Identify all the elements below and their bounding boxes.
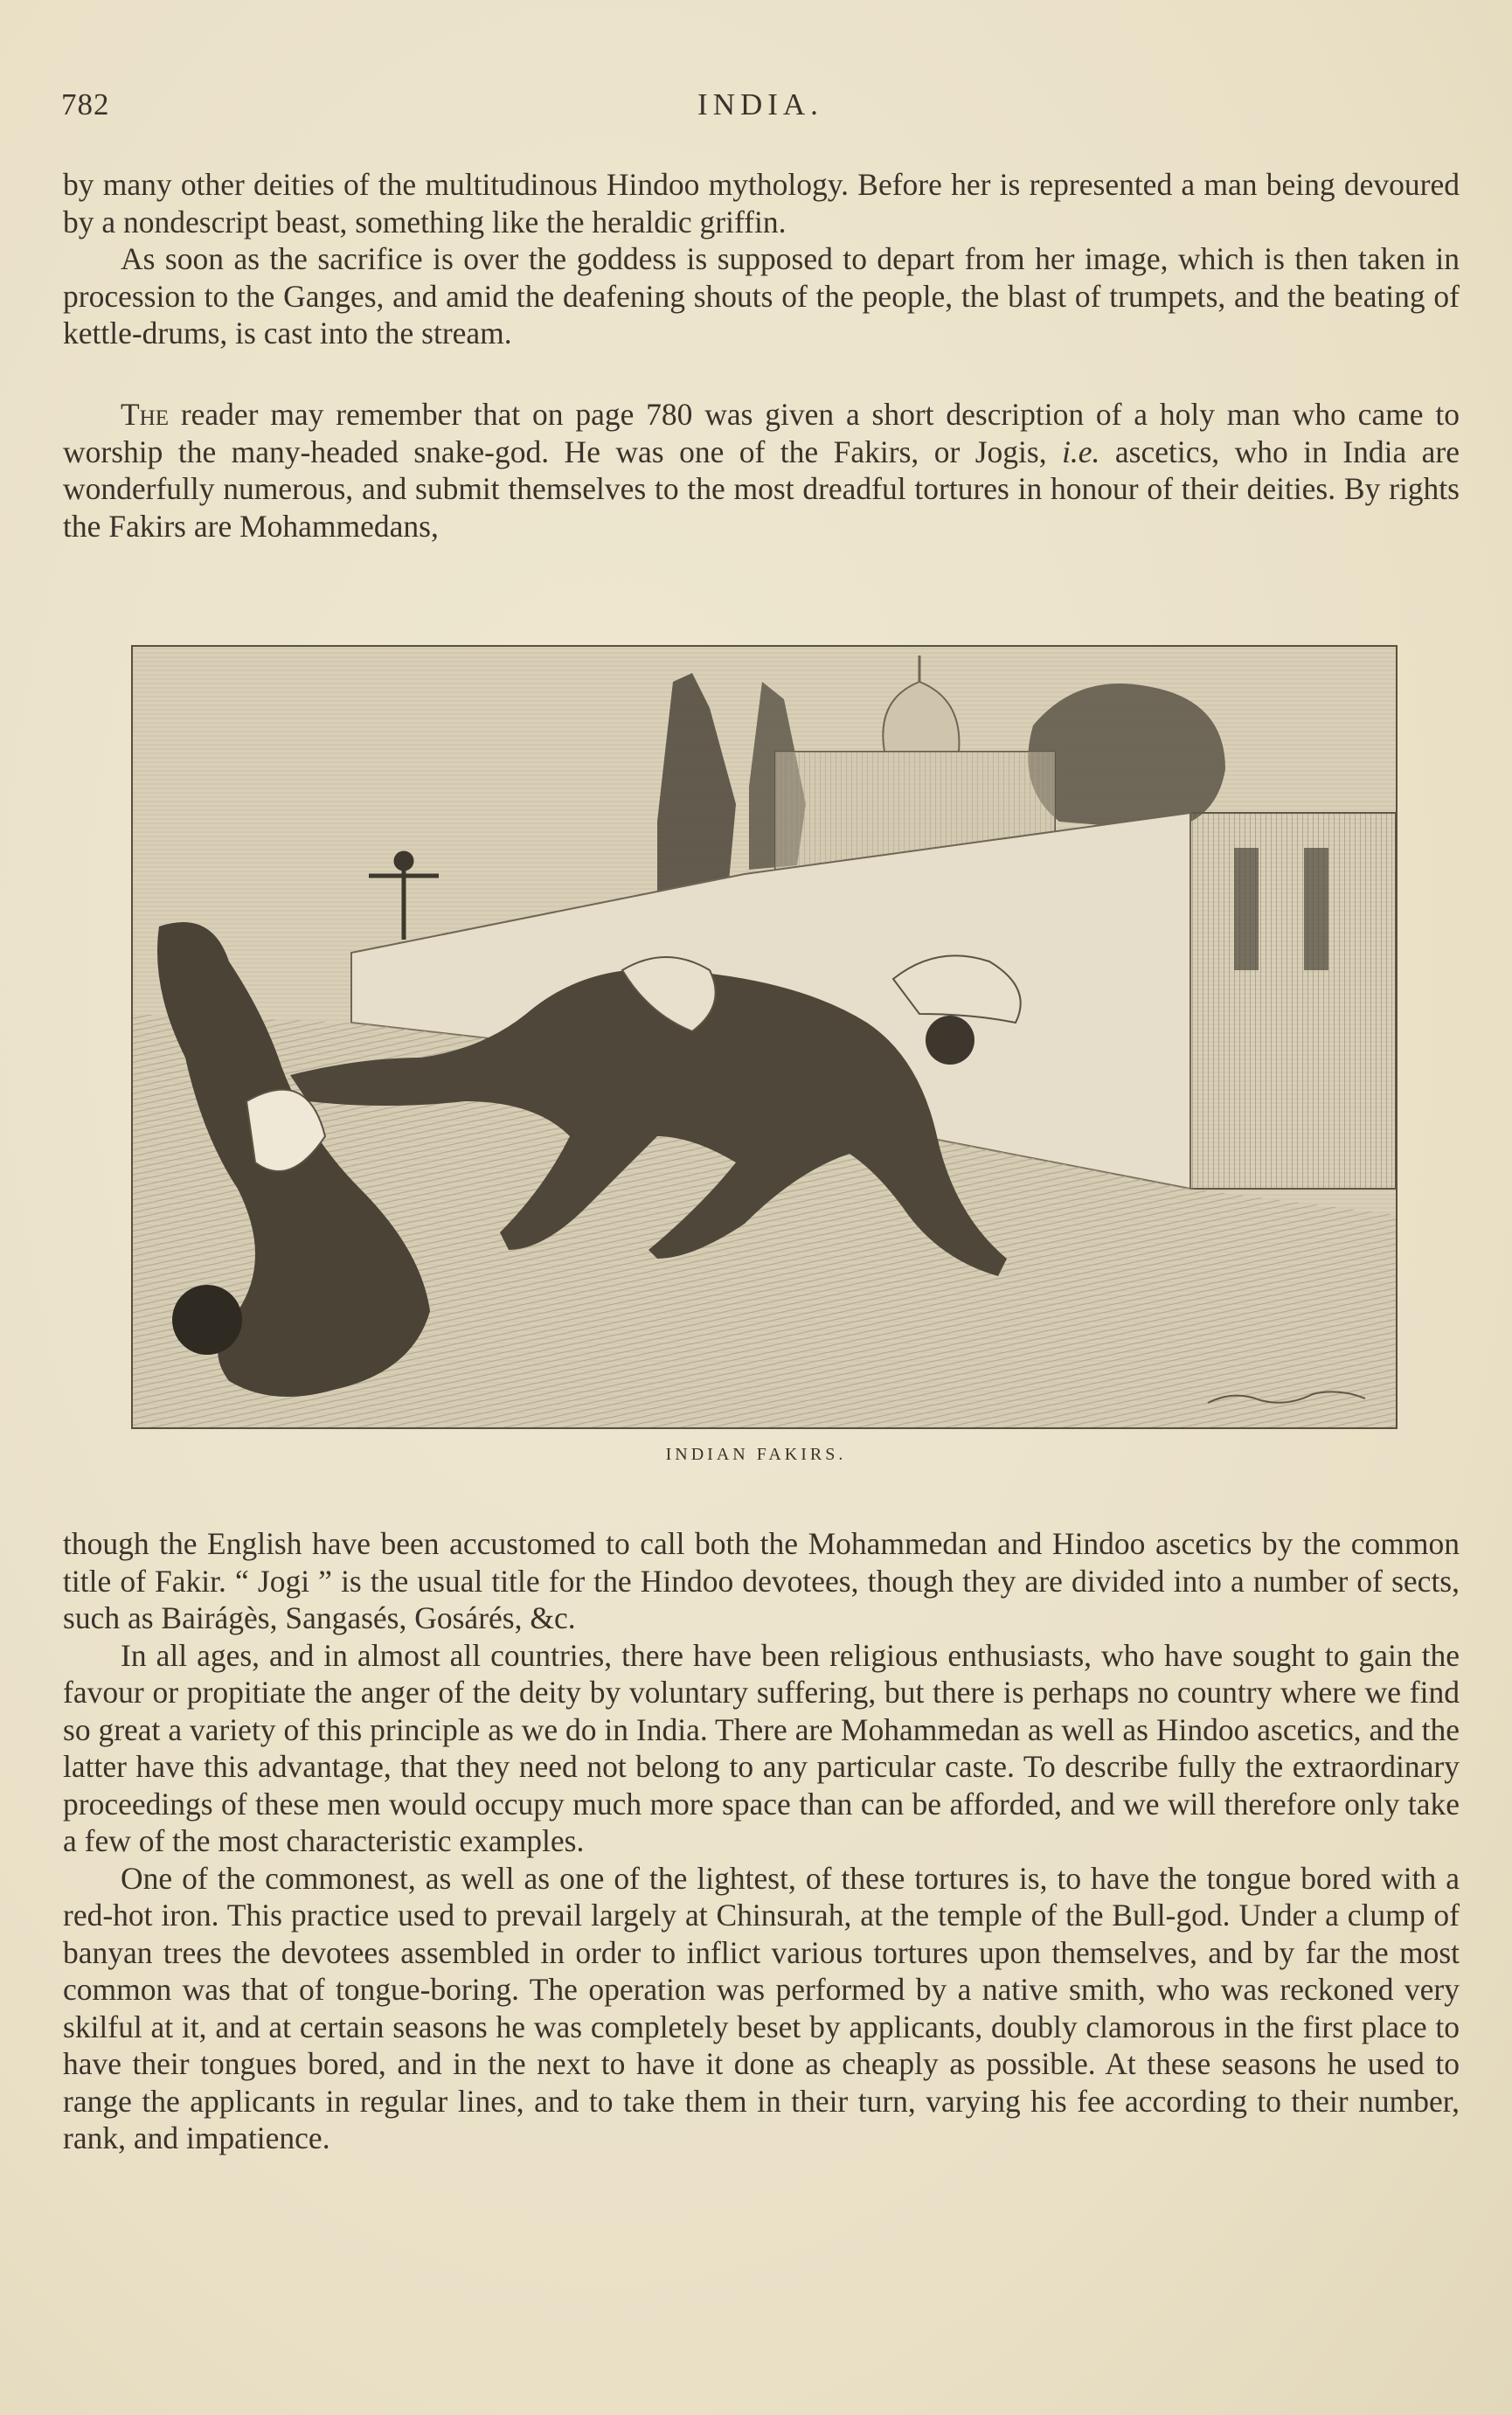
- top-text-block: [63, 166, 1460, 352]
- paragraph-tongue-boring: One of the commonest, as well as one of the lightest, of these tortures is, to have the tongue bored with a red-hot iron. This practice used to prevail largely at Chinsurah, at the temple of the Bull-god. Under a clump of banyan trees the devotees assembled in order to inflict various tortures upon themselves, and by far the most common was that of tongue-boring. The operation was performed by a native smith, who was reckoned very skilful at it, and at certain seasons he was completely beset by applicants, doubly clamorous in the first place to have their tongues bored, and in the next to have it done as cheaply as possible. At these seasons he used to range the applicants in regular lines, and to take them in their turn, varying his fee according to their number, rank, and impatience.: [63, 1860, 1460, 2155]
- fakirs-engraving: [133, 647, 1396, 1427]
- intro-text-1: reader may remember that on page 780 was given a short description of a holy man who came to worship the many-headed snake-god. He was one of the Fakirs, or Jogis,: [63, 397, 1460, 469]
- paragraph-sacrifice: As soon as the sacrifice is over the goddess is supposed to depart from her image, which is then taken in procession to the Ganges, and amid the deafening shouts of the people, the blast of trumpets, and the beating of kettle-drums, is cast into the stream.: [63, 241, 1460, 350]
- bottom-text-block: [63, 1525, 1460, 2157]
- intro-text-2: ascetics, who in India are wonderfully numerous, and submit themselves to the most dreadful tortures in honour of their deities. By rights the Fakirs are Mohammedans,: [63, 434, 1460, 544]
- engraving-illustration: [131, 645, 1398, 1429]
- paragraph-continued: by many other deities of the multitudinous Hindoo mythology. Before her is represented a man being devoured by a nondescript beast, something like the heraldic griffin.: [63, 167, 1460, 239]
- paragraph-fakir-title: though the English have been accustomed to call both the Mohammedan and Hindoo ascetics by the common title of Fakir. “ Jogi ” is the usual title for the Hindoo devotees, though they are divided into a number of sects, such as Bairágès, Sangasés, Gosárés, &c.: [63, 1526, 1460, 1635]
- lead-word: The: [121, 397, 170, 432]
- paragraph-religious-enthusiasts: In all ages, and in almost all countries, there have been religious enthusiasts, who have sought to gain the favour or propitiate the anger of the deity by voluntary suffering, but there is perhaps no country where we find so great a variety of this principle as we do in India. There are Mohammedan as well as Hindoo ascetics, and the latter have this advantage, that they need not belong to any particular caste. To describe fully the extraordinary proceedings of these men would occupy much more space than can be afforded, and we will therefore only take a few of the most characteristic examples.: [63, 1637, 1460, 1858]
- figure-caption: INDIAN FAKIRS.: [665, 1445, 847, 1464]
- page-number: 782: [61, 87, 110, 121]
- paragraph-fakirs-intro: [63, 396, 1460, 545]
- intro-italic: i.e.: [1062, 434, 1100, 469]
- fakir-intro-block: [63, 396, 1460, 545]
- page-header: [61, 87, 1460, 140]
- running-title: INDIA.: [697, 87, 823, 121]
